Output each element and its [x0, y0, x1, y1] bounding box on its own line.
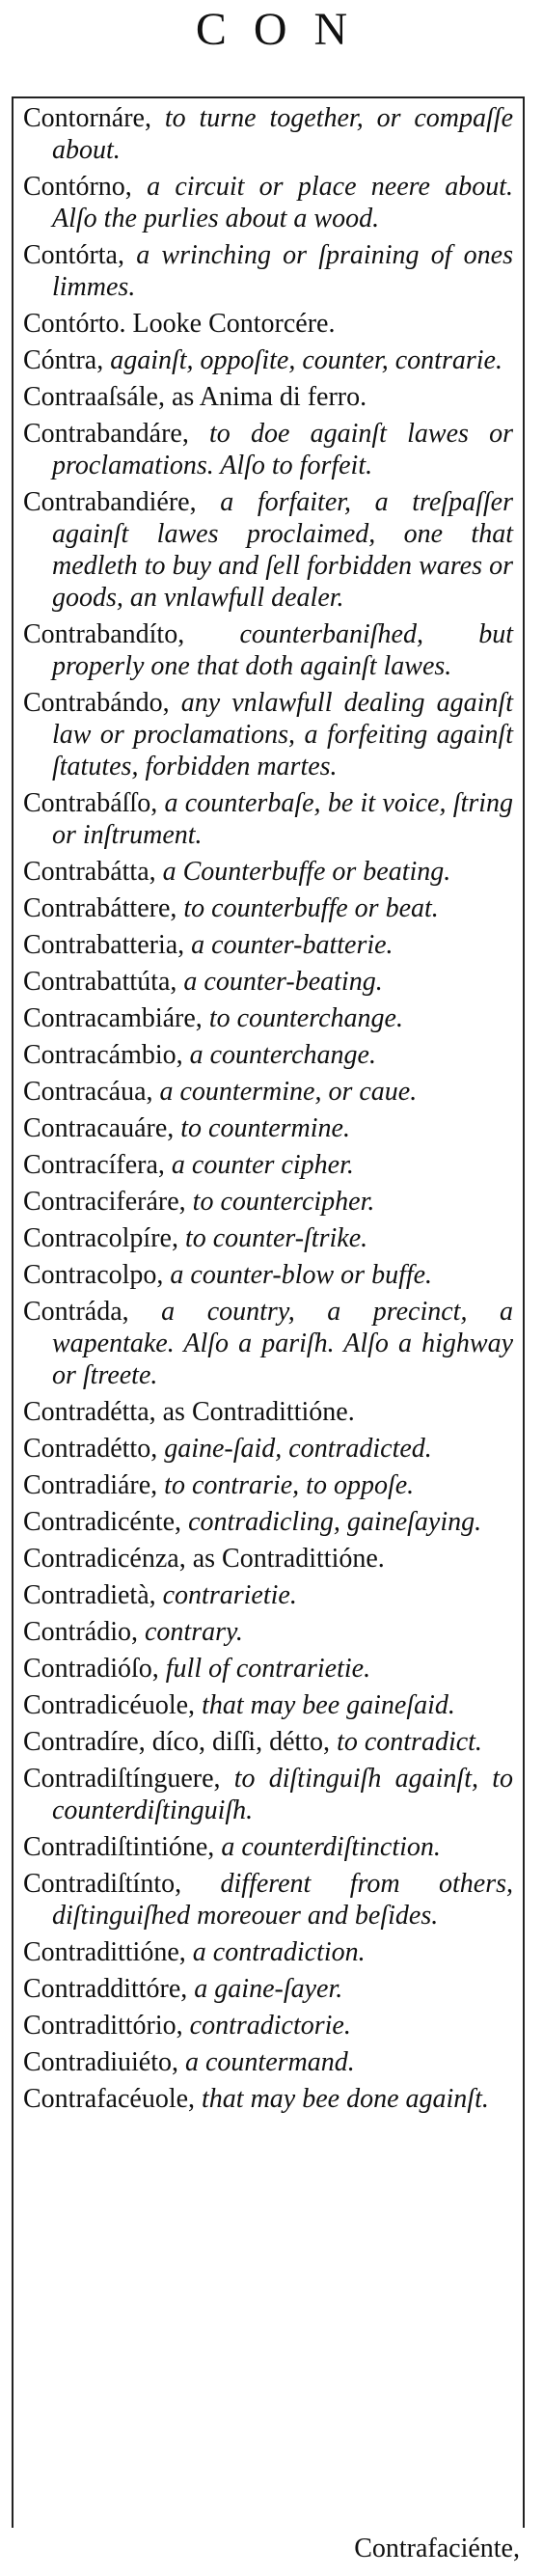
entry-headword: Contórta, [23, 240, 124, 270]
dictionary-entry [23, 1112, 513, 1144]
dictionary-entry [23, 1653, 513, 1685]
entry-headword: Contracolpo, [23, 1260, 164, 1290]
entry-headword: Contracáua, [23, 1077, 153, 1107]
entry-definition: a counterbaſe, be it voice, ſtring or inſtrument. [52, 788, 513, 850]
dictionary-entry [23, 1973, 513, 2005]
entry-definition: any vnlawfull dealing againſt law or proclamations, a forfeiting againſt ſtatutes, forbidden martes. [52, 688, 513, 781]
dictionary-entry [23, 1868, 513, 1932]
dictionary-entry [23, 102, 513, 166]
entry-definition: to counter-ſtrike. [177, 1223, 368, 1253]
entry-headword: Contraciferáre, [23, 1187, 186, 1217]
dictionary-entry [23, 1616, 513, 1648]
dictionary-entry [23, 618, 513, 682]
entry-headword: Contrabatteria, [23, 930, 185, 960]
dictionary-entry [23, 1469, 513, 1501]
entry-headword: Contradiſtínguere, [23, 1764, 221, 1794]
entry-headword: Contradíre, díco, diſſi, détto, [23, 1727, 331, 1757]
entry-headword: Contrabandáre, [23, 419, 189, 449]
entry-headword: Contradiſtintióne, [23, 1832, 215, 1862]
entry-headword: Contórto. Looke Contorcére. [23, 309, 336, 339]
entry-definition: to diſtinguiſh againſt, to counterdiſtinguiſh. [52, 1764, 513, 1825]
dictionary-entry [23, 1433, 513, 1465]
dictionary-entry [23, 239, 513, 303]
entry-headword: Contradittório, [23, 2011, 183, 2041]
dictionary-entry [23, 1396, 513, 1428]
catchword: Contrafaciénte, [354, 2534, 520, 2563]
entry-definition: a country, a precinct, a wapentake. Alſo a pariſh. Alſo a highway or ſtreete. [52, 1297, 513, 1390]
entry-headword: Contradiuiéto, [23, 2047, 178, 2077]
entry-definition: to turne together, or compaſſe about. [52, 103, 513, 165]
entry-definition: againſt, oppoſite, counter, contrarie. [103, 345, 502, 375]
entry-definition: a gaine-ſayer. [187, 1974, 343, 2004]
entry-definition: a counter cipher. [164, 1150, 354, 1180]
entry-definition: to countercipher. [185, 1187, 375, 1217]
entry-definition: gaine-ſaid, contradicted. [157, 1434, 432, 1464]
entry-definition: a forfaiter, a treſpaſſer againſt lawes proclaimed, one that medleth to buy and ſell forbidden wares or goods, an vnlawfull dealer. [52, 487, 513, 613]
dictionary-entry [23, 344, 513, 376]
entry-definition: that may bee gaineſaid. [195, 1690, 455, 1720]
dictionary-entry [23, 966, 513, 998]
entry-headword: Contradicénte, [23, 1507, 182, 1537]
entry-headword: Contrádio, [23, 1617, 138, 1647]
entry-headword: Contradiſtínto, [23, 1869, 182, 1899]
entry-definition: contradicling, gaineſaying. [181, 1507, 482, 1537]
dictionary-entry [23, 1186, 513, 1218]
entry-headword: Contrabándo, [23, 688, 170, 718]
entry-headword: Contracambiáre, [23, 1003, 203, 1033]
entry-headword: Contrabáſſo, [23, 788, 158, 818]
dictionary-entry [23, 1506, 513, 1538]
entry-headword: Contradietà, [23, 1580, 156, 1610]
dictionary-entry [23, 1076, 513, 1108]
dictionary-entry [23, 1936, 513, 1968]
entry-headword: Contracámbio, [23, 1040, 183, 1070]
entry-headword: Contrabandiére, [23, 487, 197, 517]
entry-headword: Contórno, [23, 172, 132, 202]
entry-headword: Contraddittóre, [23, 1974, 188, 2004]
entry-definition: a counter-beating. [176, 967, 383, 997]
entry-headword: Contradittióne, [23, 1937, 186, 1967]
entry-definition: different from others, diſtinguiſhed moreouer and beſides. [52, 1869, 513, 1931]
dictionary-entry [23, 2083, 513, 2115]
dictionary-entry [23, 892, 513, 924]
dictionary-entry [23, 171, 513, 234]
dictionary-entry [23, 418, 513, 481]
entry-definition: to counterchange. [202, 1003, 403, 1033]
entry-headword: Contrabátta, [23, 857, 156, 887]
entry-definition: a counterdiſtinction. [214, 1832, 441, 1862]
entry-definition: contrary. [138, 1617, 243, 1647]
dictionary-entry [23, 1689, 513, 1721]
entry-definition: a contradiction. [185, 1937, 366, 1967]
entry-definition: that may bee done againſt. [195, 2084, 489, 2114]
dictionary-entry [23, 1831, 513, 1863]
entry-definition: a counterchange. [182, 1040, 376, 1070]
entry-headword: Contracauáre, [23, 1113, 175, 1143]
entry-headword: Contradétta, as Contradittióne. [23, 1397, 355, 1427]
entry-headword: Contrabattúta, [23, 967, 177, 997]
entry-definition: a countermand. [177, 2047, 355, 2077]
entry-definition: contrarietie. [155, 1580, 297, 1610]
entry-headword: Contrabáttere, [23, 893, 177, 923]
dictionary-entry [23, 787, 513, 851]
entry-definition: counterbaniſhed, but properly one that doth againſt lawes. [52, 619, 513, 681]
entry-headword: Contraaſsále, as Anima di ferro. [23, 382, 367, 412]
entry-definition: to contrarie, to oppoſe. [157, 1470, 415, 1500]
entry-headword: Contradétto, [23, 1434, 158, 1464]
entry-headword: Contradicénza, as Contradittióne. [23, 1544, 385, 1574]
entry-definition: to counterbuffe or beat. [176, 893, 439, 923]
dictionary-entry [23, 1579, 513, 1611]
page-header: CON [195, 4, 375, 55]
entry-headword: Contrafacéuole, [23, 2084, 196, 2114]
dictionary-entry [23, 381, 513, 413]
entry-definition: contradictorie. [182, 2011, 351, 2041]
entry-definition: to contradict. [330, 1727, 482, 1757]
entry-definition: a wrinching or ſpraining of ones limmes. [52, 240, 513, 302]
entry-definition: a circuit or place neere about. Alſo the purlies about a wood. [52, 172, 513, 233]
entry-definition: to countermine. [174, 1113, 350, 1143]
dictionary-entry [23, 929, 513, 961]
entry-headword: Contradicéuole, [23, 1690, 196, 1720]
entry-definition: full of contrarietie. [158, 1654, 371, 1684]
entry-headword: Contracolpíre, [23, 1223, 178, 1253]
entry-definition: a counter-batterie. [184, 930, 394, 960]
entry-headword: Contornáre, [23, 103, 151, 133]
entry-headword: Contradiáre, [23, 1470, 158, 1500]
entry-headword: Contradióſo, [23, 1654, 159, 1684]
entry-headword: Contracífera, [23, 1150, 165, 1180]
entry-headword: Cóntra, [23, 345, 104, 375]
dictionary-entry [23, 1002, 513, 1034]
dictionary-entry [23, 1296, 513, 1391]
dictionary-entry [23, 2046, 513, 2078]
dictionary-entry [23, 687, 513, 782]
entry-headword: Contrabandíto, [23, 619, 185, 649]
dictionary-entry [23, 1726, 513, 1758]
entry-definition: a counter-blow or buffe. [163, 1260, 433, 1290]
dictionary-entry [23, 1763, 513, 1826]
dictionary-entries [23, 102, 513, 2120]
dictionary-entry [23, 308, 513, 340]
entry-headword: Contráda, [23, 1297, 129, 1327]
entry-definition: to doe againſt lawes or proclamations. Alſo to forfeit. [52, 419, 513, 480]
dictionary-entry [23, 486, 513, 614]
dictionary-entry [23, 2010, 513, 2042]
dictionary-entry [23, 1543, 513, 1575]
dictionary-entry [23, 1259, 513, 1291]
entry-definition: a Counterbuffe or beating. [155, 857, 451, 887]
dictionary-entry [23, 1149, 513, 1181]
dictionary-entry [23, 856, 513, 888]
entry-definition: a countermine, or caue. [152, 1077, 418, 1107]
dictionary-entry [23, 1222, 513, 1254]
dictionary-entry [23, 1039, 513, 1071]
